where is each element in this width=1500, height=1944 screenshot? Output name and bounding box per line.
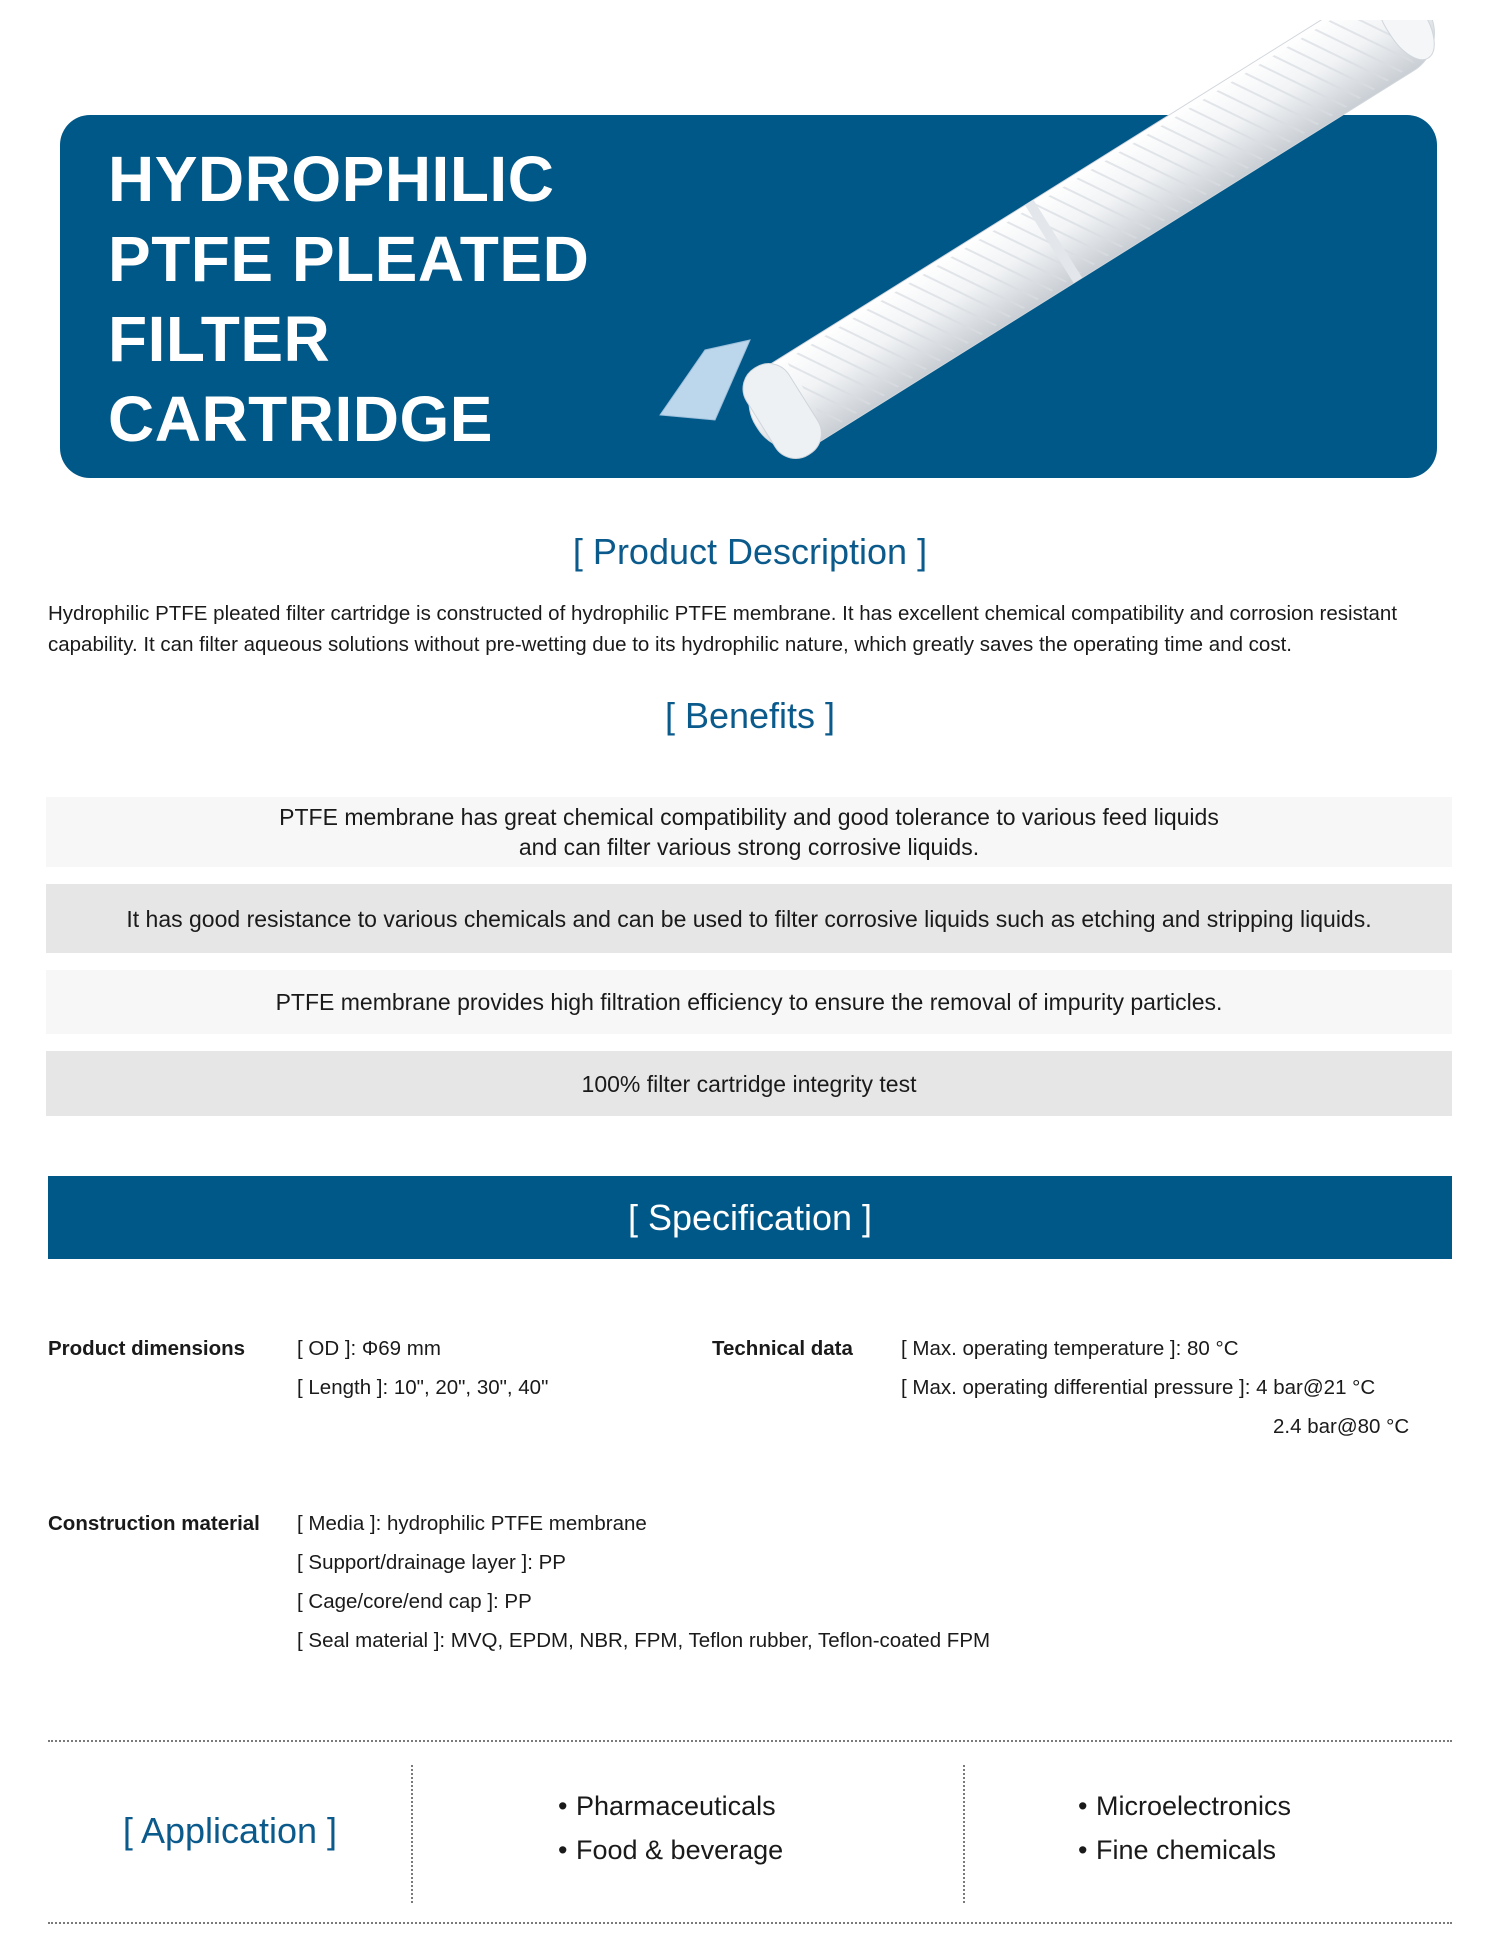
benefit-text: PTFE membrane has great chemical compatibility and good tolerance to various feed liquids: [279, 804, 1219, 830]
application-item: • Pharmaceuticals: [558, 1791, 776, 1821]
title-line: PTFE PLEATED: [108, 223, 590, 295]
benefit-item: [46, 1051, 1452, 1116]
product-dimensions-label: Product dimensions: [48, 1337, 246, 1360]
application-item: • Fine chemicals: [1078, 1835, 1277, 1865]
divider: [48, 1922, 1452, 1924]
divider: [48, 1740, 1452, 1742]
title-line: FILTER: [108, 303, 331, 375]
product-description-heading: [ Product Description ]: [572, 531, 928, 572]
technical-data-label: Technical data: [712, 1337, 853, 1360]
application-heading: [ Application ]: [122, 1810, 338, 1851]
benefit-text: and can filter various strong corrosive liquids.: [518, 834, 980, 860]
spec-value: [ Cage/core/end cap ]: PP: [297, 1590, 532, 1613]
filter-cartridge-image: [600, 20, 1480, 460]
benefit-item: [46, 884, 1452, 953]
construction-material-label: Construction material: [48, 1512, 260, 1535]
benefit-text: PTFE membrane provides high filtration efficiency to ensure the removal of impurity particles.: [275, 989, 1223, 1015]
bullet-icon: •: [1078, 1791, 1088, 1821]
benefits-heading: [ Benefits ]: [664, 695, 836, 736]
application-item: • Microelectronics: [1078, 1791, 1292, 1821]
product-description-text: Hydrophilic PTFE pleated filter cartridge is constructed of hydrophilic PTFE membrane. It has excellent chemical compatibility and corrosion resistant capability. It can filter aqueous solutions without pre-wetting due to its hydrophilic nature, which greatly saves the operating time and cost.: [48, 602, 1398, 656]
spec-value: [ Max. operating temperature ]: 80 °C: [901, 1337, 1239, 1360]
title-line: HYDROPHILIC: [108, 143, 555, 215]
spec-value: [ Seal material ]: MVQ, EPDM, NBR, FPM, Teflon rubber, Teflon-coated FPM: [297, 1629, 991, 1652]
benefit-text: 100% filter cartridge integrity test: [581, 1070, 917, 1097]
spec-value: [ Media ]: hydrophilic PTFE membrane: [297, 1512, 647, 1535]
spec-value: [ Length ]: 10", 20", 30", 40": [297, 1376, 549, 1399]
spec-value: [ OD ]: Φ69 mm: [297, 1337, 441, 1360]
spec-value: [ Support/drainage layer ]: PP: [297, 1551, 566, 1574]
spec-value: [ Max. operating differential pressure ]: 4 bar@21 °C: [901, 1376, 1376, 1399]
bullet-icon: •: [1078, 1835, 1088, 1865]
application-item: • Food & beverage: [558, 1835, 784, 1865]
benefit-text: It has good resistance to various chemicals and can be used to filter corrosive liquids such as etching and stripping liquids.: [126, 905, 1372, 932]
divider: [963, 1765, 965, 1903]
benefit-item: [46, 970, 1452, 1034]
product-title: [108, 139, 589, 459]
benefit-item: [46, 797, 1452, 867]
spec-value: 2.4 bar@80 °C: [1273, 1415, 1410, 1438]
title-line: CARTRIDGE: [108, 383, 493, 455]
bullet-icon: •: [558, 1791, 568, 1821]
bullet-icon: •: [558, 1835, 568, 1865]
specification-heading: [ Specification ]: [48, 1176, 1452, 1259]
